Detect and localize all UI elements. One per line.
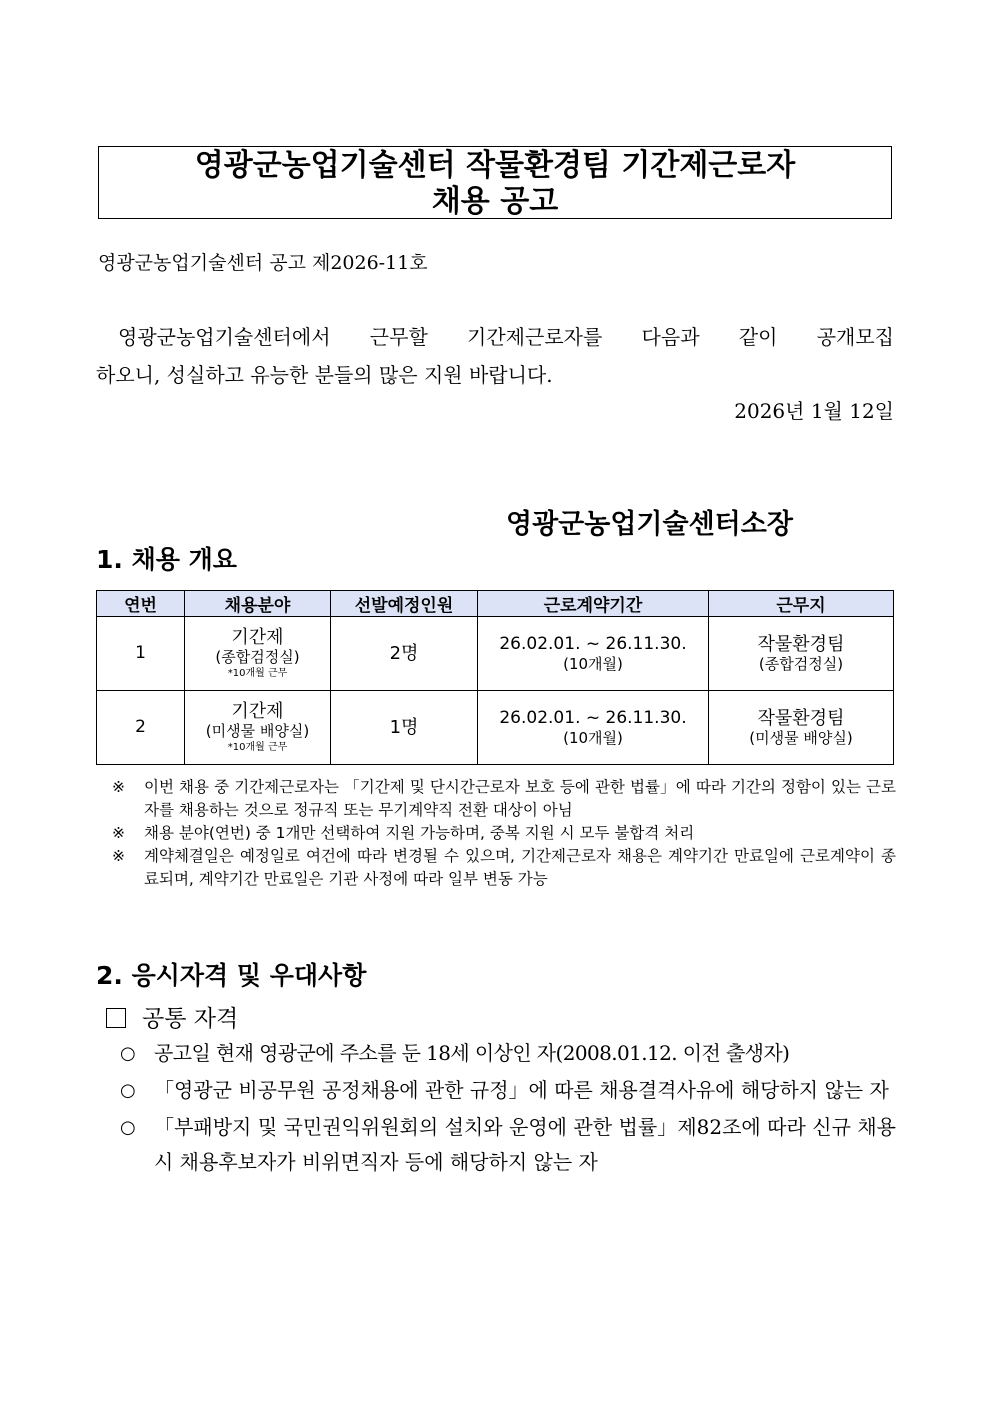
note-text: 계약체결일은 예정일로 여건에 따라 변경될 수 있으며, 기간제근로자 채용은 계약기간 만료일에 근로계약이 종료되며, 계약기간 만료일은 기관 사정에 따라 일부 변동 가능 xyxy=(144,847,896,888)
field-name: 기간제 xyxy=(231,700,284,722)
place-name: 작물환경팀 xyxy=(757,633,845,655)
signer: 영광군농업기술센터소장 xyxy=(506,509,793,540)
cell-period xyxy=(478,617,709,691)
note-text: 이번 채용 중 기간제근로자는 「기간제 및 단시간근로자 보호 등에 관한 법률」에 따라 기간의 정함이 있는 근로자를 채용하는 것으로 정규직 또는 무기계약직 전환 대상이 아님 xyxy=(144,778,896,819)
reference-mark-icon: ※ xyxy=(112,824,125,842)
cell-period xyxy=(478,691,709,765)
subheading-text: 공통 자격 xyxy=(142,1006,239,1032)
field-sub: (미생물 배양실) xyxy=(205,722,310,741)
announcement-date: 2026년 1월 12일 xyxy=(734,399,894,423)
item-text: 공고일 현재 영광군에 주소를 둔 18세 이상인 자(2008.01.12. 이전 출생자) xyxy=(154,1041,790,1065)
period-sub: (10개월) xyxy=(563,654,623,673)
square-bullet-icon xyxy=(106,1008,126,1028)
intro-line2: 하오니, 성실하고 유능한 분들의 많은 지원 바랍니다. xyxy=(96,363,553,387)
place-name: 작물환경팀 xyxy=(757,707,845,729)
circle-bullet-icon: ○ xyxy=(120,1080,136,1101)
header-period: 근로계약기간 xyxy=(478,591,709,617)
circle-bullet-icon: ○ xyxy=(120,1043,136,1064)
item-text: 「부패방지 및 국민권익위원회의 설치와 운영에 관한 법률」제82조에 따라 신규 채용시 채용후보자가 비위면직자 등에 해당하지 않는 자 xyxy=(154,1115,896,1174)
header-field: 채용분야 xyxy=(185,591,331,617)
recruitment-table xyxy=(96,590,894,765)
reference-mark-icon: ※ xyxy=(112,778,125,796)
period-range: 26.02.01. ~ 26.11.30. xyxy=(499,634,687,655)
period-range: 26.02.01. ~ 26.11.30. xyxy=(499,708,687,729)
place-sub: (미생물 배양실) xyxy=(749,729,853,748)
header-no: 연번 xyxy=(97,591,185,617)
header-place: 근무지 xyxy=(709,591,894,617)
announcement-title-box xyxy=(98,146,892,219)
cell-field xyxy=(185,617,331,691)
list-item xyxy=(120,1036,896,1071)
cell-no: 2 xyxy=(97,691,185,765)
section1-heading: 1. 채용 개요 xyxy=(96,545,237,574)
item-text: 「영광군 비공무원 공정채용에 관한 규정」에 따른 채용결격사유에 해당하지 않는 자 xyxy=(154,1078,889,1102)
field-note: *10개월 근무 xyxy=(227,742,288,754)
cell-place xyxy=(709,617,894,691)
intro-line1: 영광군농업기술센터에서 근무할 기간제근로자를 다음과 같이 공개모집 xyxy=(118,325,894,349)
reference-mark-icon: ※ xyxy=(112,847,125,865)
list-item xyxy=(120,1110,896,1180)
section2-heading: 2. 응시자격 및 우대사항 xyxy=(96,961,367,990)
header-count: 선발예정인원 xyxy=(331,591,478,617)
notice-number: 영광군농업기술센터 공고 제2026-11호 xyxy=(98,252,428,274)
announcement-title-line2: 채용 공고 xyxy=(431,184,559,219)
note-item xyxy=(112,776,896,822)
cell-place xyxy=(709,691,894,765)
qualification-list xyxy=(120,1036,896,1182)
cell-count: 2명 xyxy=(331,617,478,691)
cell-no: 1 xyxy=(97,617,185,691)
table-row xyxy=(97,691,894,765)
announcement-title-line1: 영광군농업기술센터 작물환경팀 기간제근로자 xyxy=(194,148,796,183)
period-sub: (10개월) xyxy=(563,728,623,747)
circle-bullet-icon: ○ xyxy=(120,1117,136,1138)
common-qualification-heading xyxy=(106,1000,238,1033)
field-note: *10개월 근무 xyxy=(227,668,288,680)
place-sub: (종합검정실) xyxy=(758,655,844,674)
note-item xyxy=(112,845,896,891)
list-item xyxy=(120,1073,896,1108)
table-row xyxy=(97,617,894,691)
note-item xyxy=(112,822,896,845)
cell-field xyxy=(185,691,331,765)
field-name: 기간제 xyxy=(231,626,284,648)
cell-count: 1명 xyxy=(331,691,478,765)
note-text: 채용 분야(연번) 중 1개만 선택하여 지원 가능하며, 중복 지원 시 모두 불합격 처리 xyxy=(144,824,695,842)
intro-paragraph xyxy=(96,318,894,394)
field-sub: (종합검정실) xyxy=(215,648,300,667)
table-notes xyxy=(112,776,896,891)
table-header-row xyxy=(97,591,894,617)
